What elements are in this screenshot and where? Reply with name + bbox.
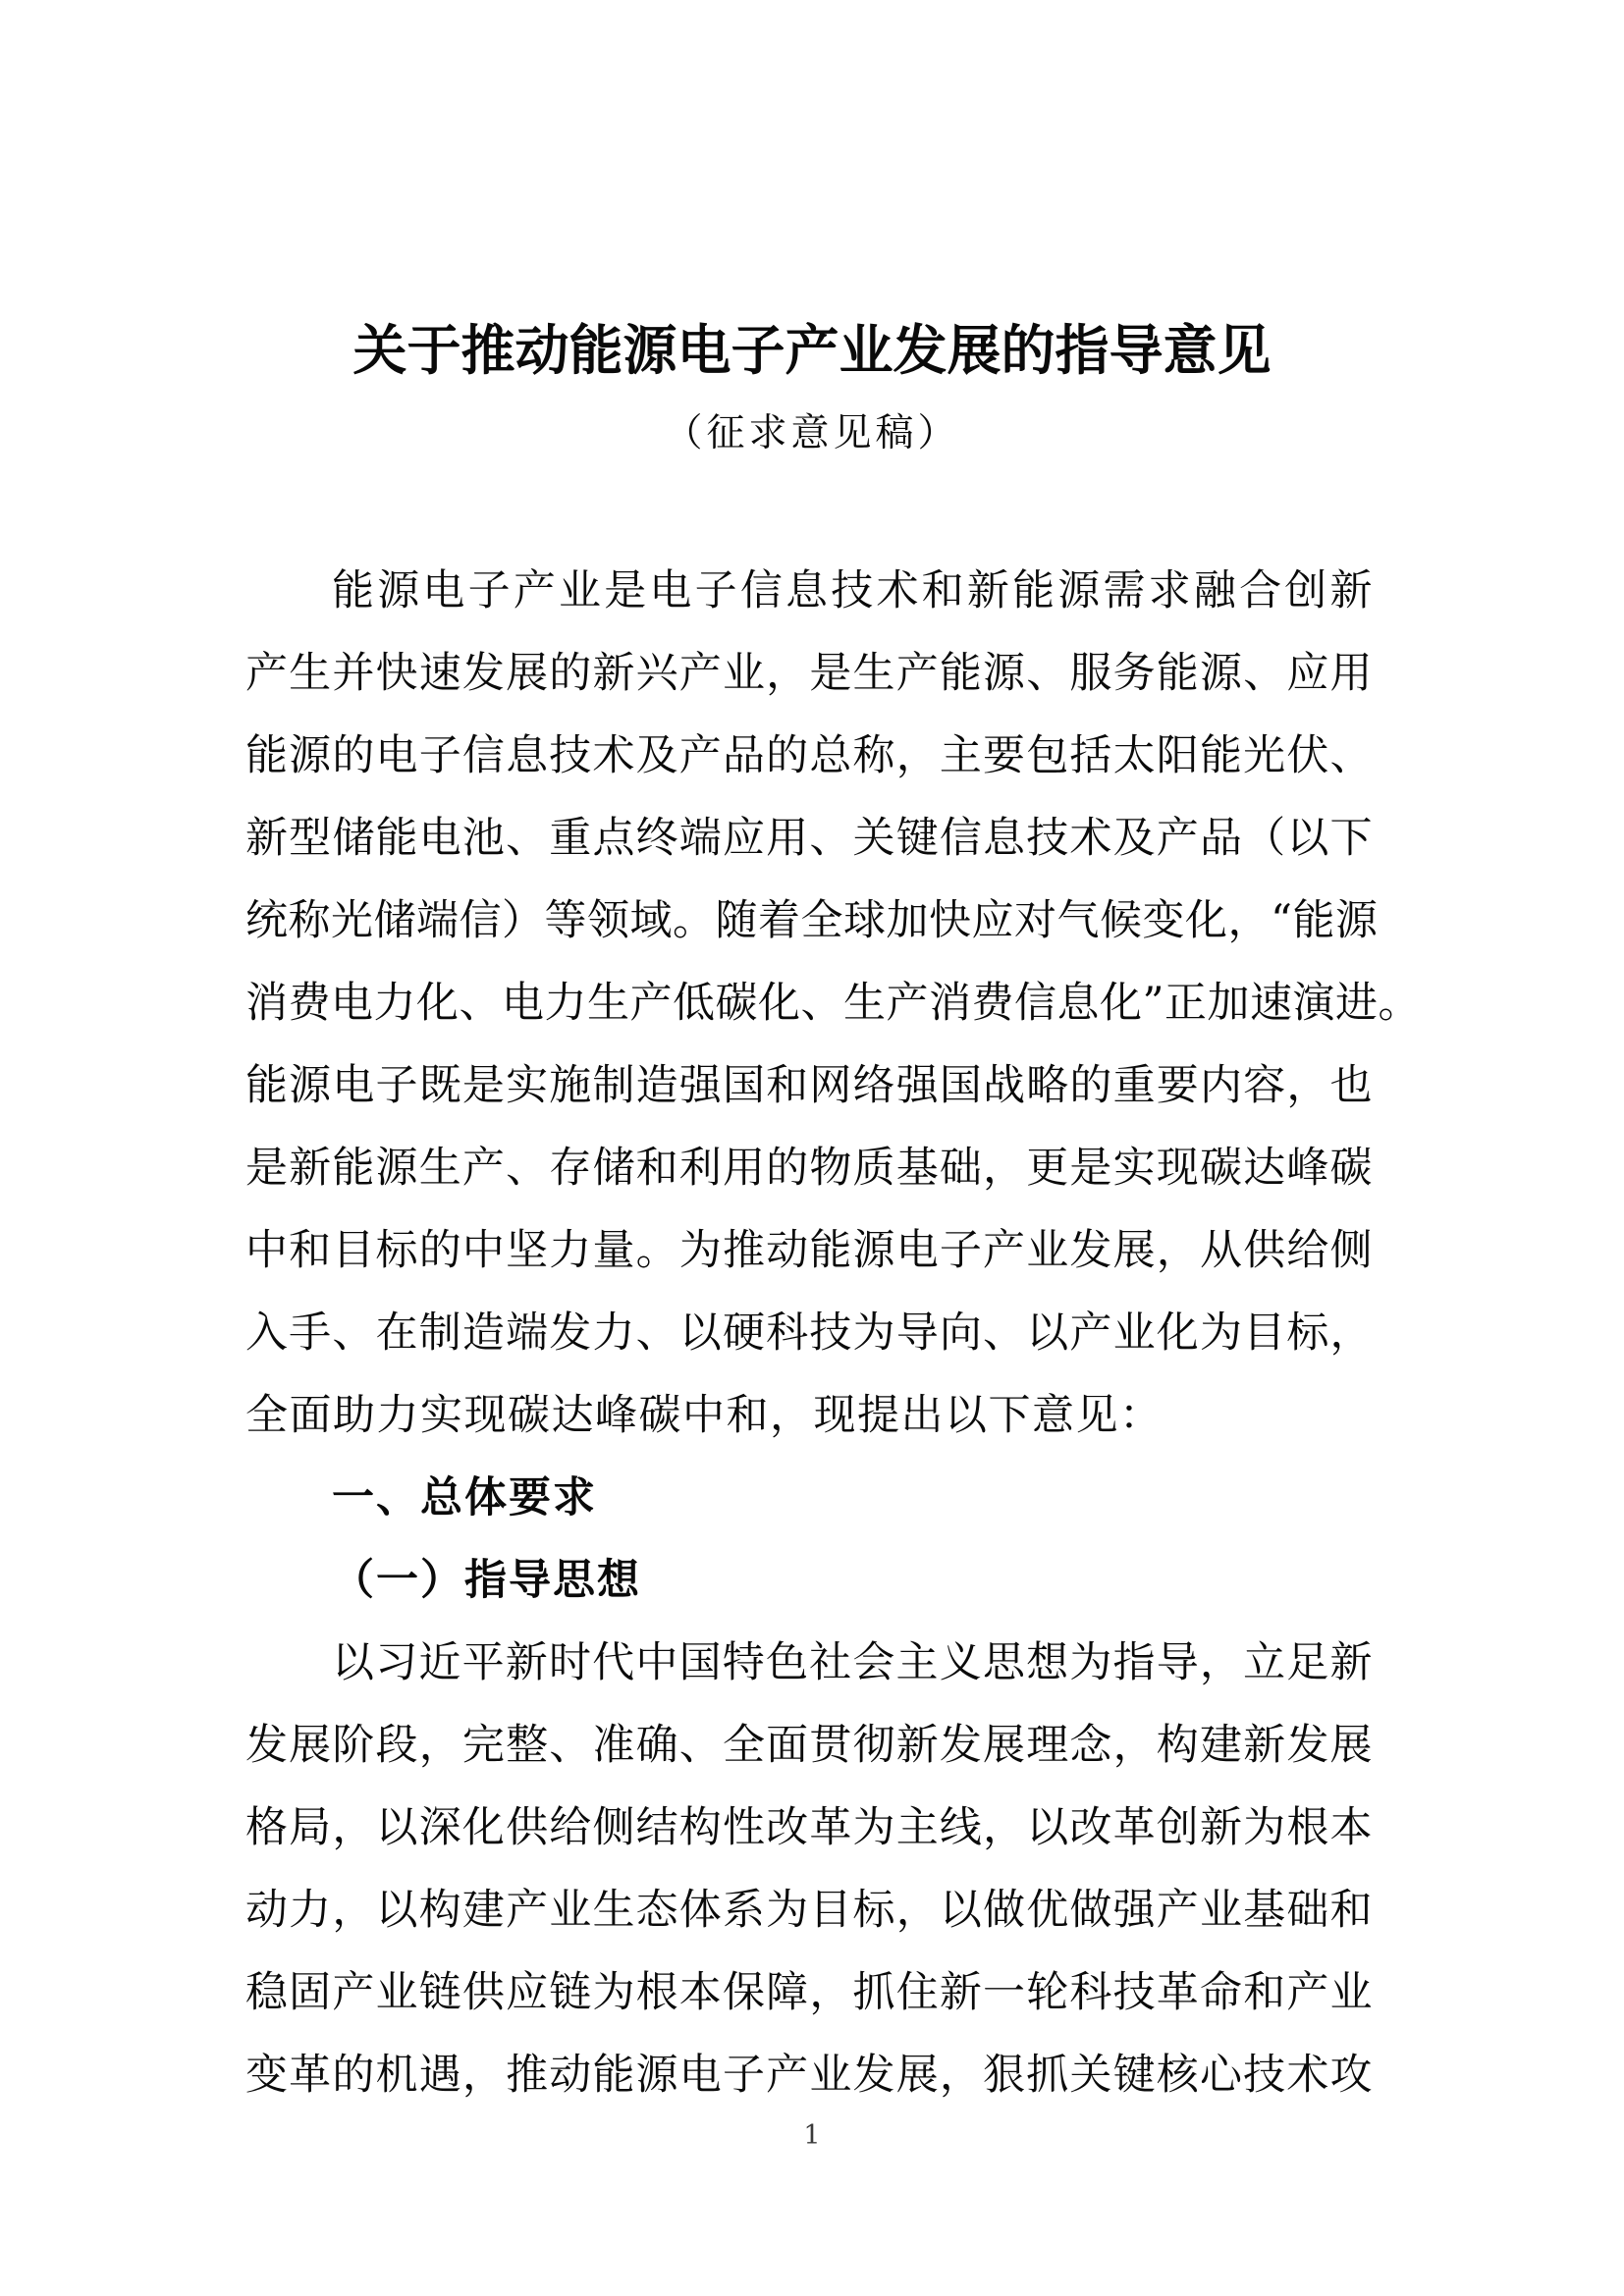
text-line: 能源的电子信息技术及产品的总称，主要包括太阳能光伏、 bbox=[245, 731, 1373, 780]
text-line: 中和目标的中坚力量。为推动能源电子产业发展，从供给侧 bbox=[245, 1226, 1373, 1275]
text-line: 发展阶段，完整、准确、全面贯彻新发展理念，构建新发展 bbox=[245, 1721, 1373, 1770]
text-line: 新型储能电池、重点终端应用、关键信息技术及产品（以下 bbox=[245, 814, 1373, 863]
text-line: 全面助力实现碳达峰碳中和，现提出以下意见： bbox=[245, 1391, 1164, 1440]
text-line: 入手、在制造端发力、以硬科技为导向、以产业化为目标， bbox=[245, 1308, 1373, 1358]
document-title: 关于推动能源电子产业发展的指导意见 bbox=[352, 318, 1272, 382]
text-line: 变革的机遇，推动能源电子产业发展，狠抓关键核心技术攻 bbox=[245, 2051, 1373, 2100]
paragraph-intro bbox=[245, 550, 1421, 1457]
text-line: 统称光储端信）等领域。随着全球加快应对气候变化，“能源 bbox=[245, 896, 1379, 945]
text-line: 以习近平新时代中国特色社会主义思想为指导，立足新 bbox=[332, 1638, 1373, 1687]
text-line: 稳固产业链供应链为根本保障，抓住新一轮科技革命和产业 bbox=[245, 1968, 1373, 2017]
text-line: 产生并快速发展的新兴产业，是生产能源、服务能源、应用 bbox=[245, 649, 1373, 698]
subsection-heading-guiding-ideology: （一）指导思想 bbox=[332, 1556, 641, 1605]
text-line: 是新能源生产、存储和利用的物质基础，更是实现碳达峰碳 bbox=[245, 1144, 1373, 1193]
text-line: 格局，以深化供给侧结构性改革为主线，以改革创新为根本 bbox=[245, 1803, 1373, 1852]
page-number: 1 bbox=[803, 2120, 821, 2151]
text-line: 动力，以构建产业生态体系为目标，以做优做强产业基础和 bbox=[245, 1886, 1373, 1935]
document-subtitle: （征求意见稿） bbox=[664, 411, 960, 455]
section-heading-overall-requirements: 一、总体要求 bbox=[332, 1473, 597, 1522]
text-line: 能源电子既是实施制造强国和网络强国战略的重要内容，也 bbox=[245, 1061, 1373, 1110]
text-line: 消费电力化、电力生产低碳化、生产消费信息化”正加速演进。 bbox=[245, 979, 1421, 1028]
paragraph-guiding-ideology bbox=[245, 1622, 1373, 2116]
text-line: 能源电子产业是电子信息技术和新能源需求融合创新 bbox=[332, 566, 1373, 615]
